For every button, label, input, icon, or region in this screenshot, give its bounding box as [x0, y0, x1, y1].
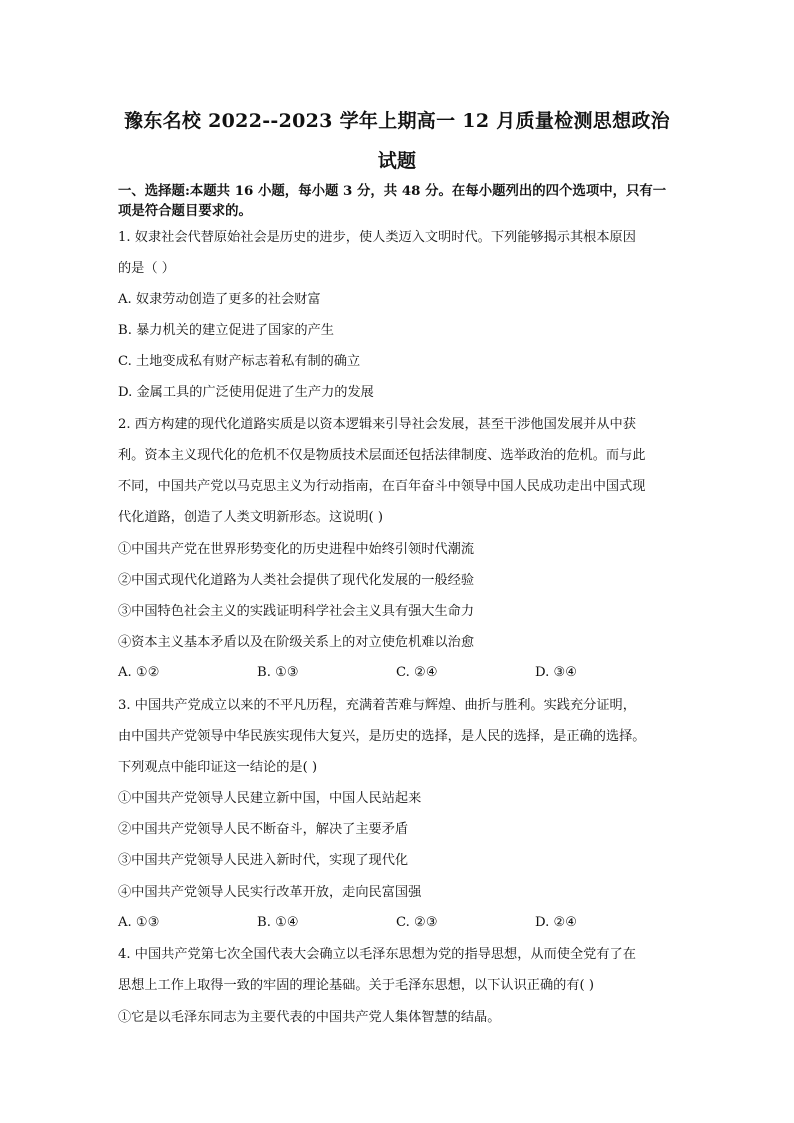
question-3-stem: 3. 中国共产党成立以来的不平凡历程，充满着苦难与辉煌、曲折与胜利。实践充分证明， [118, 698, 636, 713]
question-3-choices [118, 915, 678, 933]
question-3-statement-3: ③中国共产党领导人民进入新时代，实现了现代化 [118, 853, 409, 868]
exam-title: 豫东名校 2022--2023 学年上期高一 12 月质量检测思想政治 [124, 110, 670, 132]
question-1-stem: 1. 奴隶社会代替原始社会是历史的进步，使人类迈入文明时代。下列能够揭示其根本原因 [118, 230, 636, 245]
question-3-stem-line-2: 由中国共产党领导中华民族实现伟大复兴，是历史的选择，是人民的选择，是正确的选择。 [118, 729, 646, 744]
question-3-choice-d: D. ②④ [535, 915, 578, 930]
question-3-choice-b: B. ①④ [257, 915, 299, 930]
section-instruction: 一、选择题:本题共 16 小题，每小题 3 分，共 48 分。在每小题列出的四个选项中，只有一 [118, 183, 667, 199]
question-2-choices [118, 665, 678, 683]
question-2-stem-line-2: 利。资本主义现代化的危机不仅是物质技术层面还包括法律制度、选举政治的危机。而与此 [118, 448, 646, 463]
question-3-statement-4: ④中国共产党领导人民实行改革开放，走向民富国强 [118, 885, 422, 900]
question-2-choice-a: A. ①② [118, 665, 160, 680]
question-2-stem-line-3: 不同，中国共产党以马克思主义为行动指南，在百年奋斗中领导中国人民成功走出中国式现 [118, 479, 646, 494]
question-2-stem: 2. 西方构建的现代化道路实质是以资本逻辑来引导社会发展，甚至干涉他国发展并从中获 [118, 417, 636, 432]
question-2-statement-4: ④资本主义基本矛盾以及在阶级关系上的对立使危机难以治愈 [118, 635, 475, 650]
question-1-option-d: D. 金属工具的广泛使用促进了生产力的发展 [118, 385, 374, 400]
question-2-choice-c: C. ②④ [396, 665, 438, 680]
question-2-statement-3: ③中国特色社会主义的实践证明科学社会主义具有强大生命力 [118, 604, 475, 619]
question-1-stem-continued: 的是（ ） [118, 261, 175, 276]
question-4-statement-1: ①它是以毛泽东同志为主要代表的中国共产党人集体智慧的结晶。 [118, 1010, 501, 1025]
question-2-stem-line-4: 代化道路，创造了人类文明新形态。这说明( ) [118, 510, 384, 525]
question-2-choice-d: D. ③④ [535, 665, 578, 680]
question-1-option-a: A. 奴隶劳动创造了更多的社会财富 [118, 292, 321, 307]
question-2-choice-b: B. ①③ [257, 665, 299, 680]
exam-title-continued: 试题 [377, 150, 417, 172]
question-1-option-b: B. 暴力机关的建立促进了国家的产生 [118, 323, 334, 338]
question-3-choice-c: C. ②③ [396, 915, 438, 930]
question-2-statement-2: ②中国式现代化道路为人类社会提供了现代化发展的一般经验 [118, 573, 475, 588]
question-4-stem-line-2: 思想上工作上取得一致的牢固的理论基础。关于毛泽东思想，以下认识正确的有( ) [118, 978, 595, 993]
question-3-statement-2: ②中国共产党领导人民不断奋斗，解决了主要矛盾 [118, 822, 409, 837]
question-4-stem: 4. 中国共产党第七次全国代表大会确立以毛泽东思想为党的指导思想，从而使全党有了在 [118, 947, 636, 962]
question-2-statement-1: ①中国共产党在世界形势变化的历史进程中始终引领时代潮流 [118, 542, 475, 557]
question-1-option-c: C. 土地变成私有财产标志着私有制的确立 [118, 354, 361, 369]
question-3-stem-line-3: 下列观点中能印证这一结论的是( ) [118, 760, 318, 775]
question-3-statement-1: ①中国共产党领导人民建立新中国，中国人民站起来 [118, 791, 422, 806]
question-3-choice-a: A. ①③ [118, 915, 160, 930]
section-instruction-continued: 项是符合题目要求的。 [118, 203, 252, 219]
